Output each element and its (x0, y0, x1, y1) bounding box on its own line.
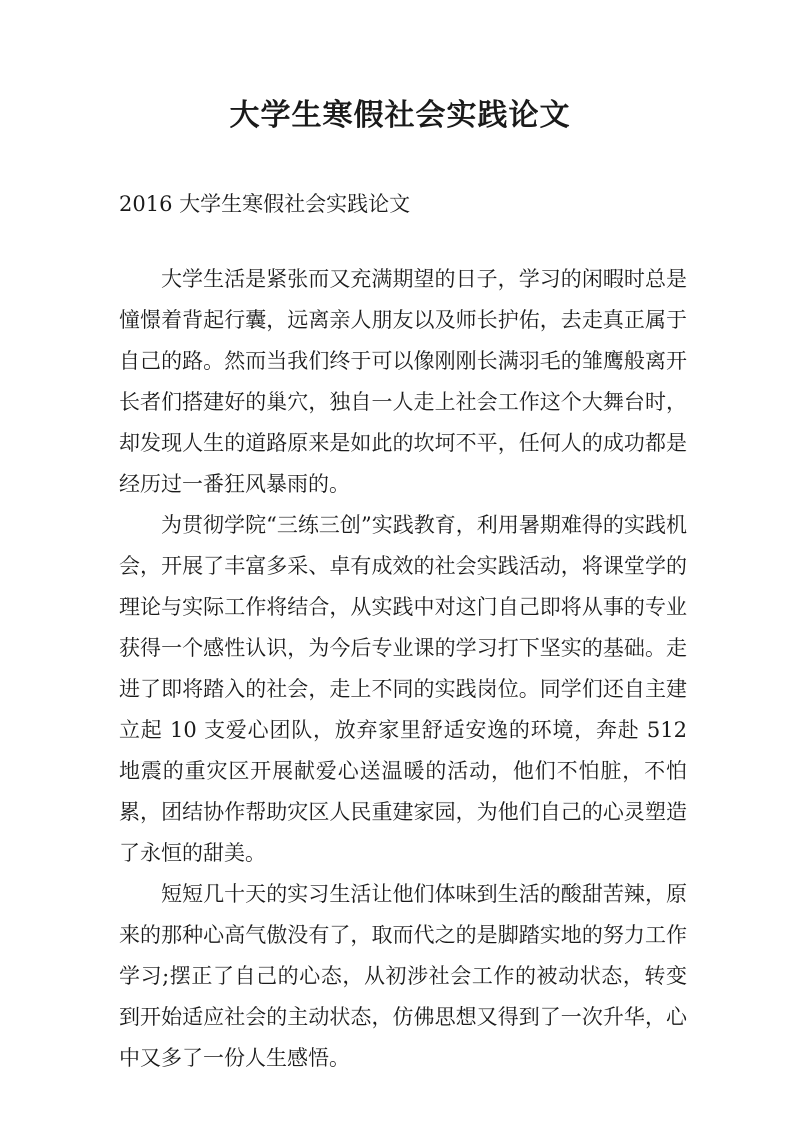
document-body (119, 259, 687, 1079)
document-title: 大学生寒假社会实践论文 (229, 98, 571, 133)
paragraph-2: 为贯彻学院“三练三创”实践教育，利用暑期难得的实践机会，开展了丰富多采、卓有成效的社会实践活动，将课堂学的理论与实际工作将结合，从实践中对这门自己即将从事的专业获得一个感性认识，为今后专业课的学习打下坚实的基础。走进了即将踏入的社会，走上不同的实践岗位。同学们还自主建立起 10 支爱心团队，放弃家里舒适安逸的环境，奔赴 512 地震的重灾区开展献爱心送温暖的活动，他们不怕脏，不怕累，团结协作帮助灾区人民重建家园，为他们自己的心灵塑造了永恒的甜美。 (119, 513, 687, 865)
paragraph-3: 短短几十天的实习生活让他们体味到生活的酸甜苦辣，原来的那种心高气傲没有了，取而代之的是脚踏实地的努力工作学习;摆正了自己的心态，从初涉社会工作的被动状态，转变到开始适应社会的主动状态，仿佛思想又得到了一次升华，心中又多了一份人生感悟。 (119, 882, 687, 1070)
document-subtitle: 2016 大学生寒假社会实践论文 (119, 192, 411, 216)
paragraph-1: 大学生活是紧张而又充满期望的日子，学习的闲暇时总是憧憬着背起行囊，远离亲人朋友以及师长护佑，去走真正属于自己的路。然而当我们终于可以像刚刚长满羽毛的雏鹰般离开长者们搭建好的巢穴，独自一人走上社会工作这个大舞台时，却发现人生的道路原来是如此的坎坷不平，任何人的成功都是经历过一番狂风暴雨的。 (119, 267, 687, 496)
